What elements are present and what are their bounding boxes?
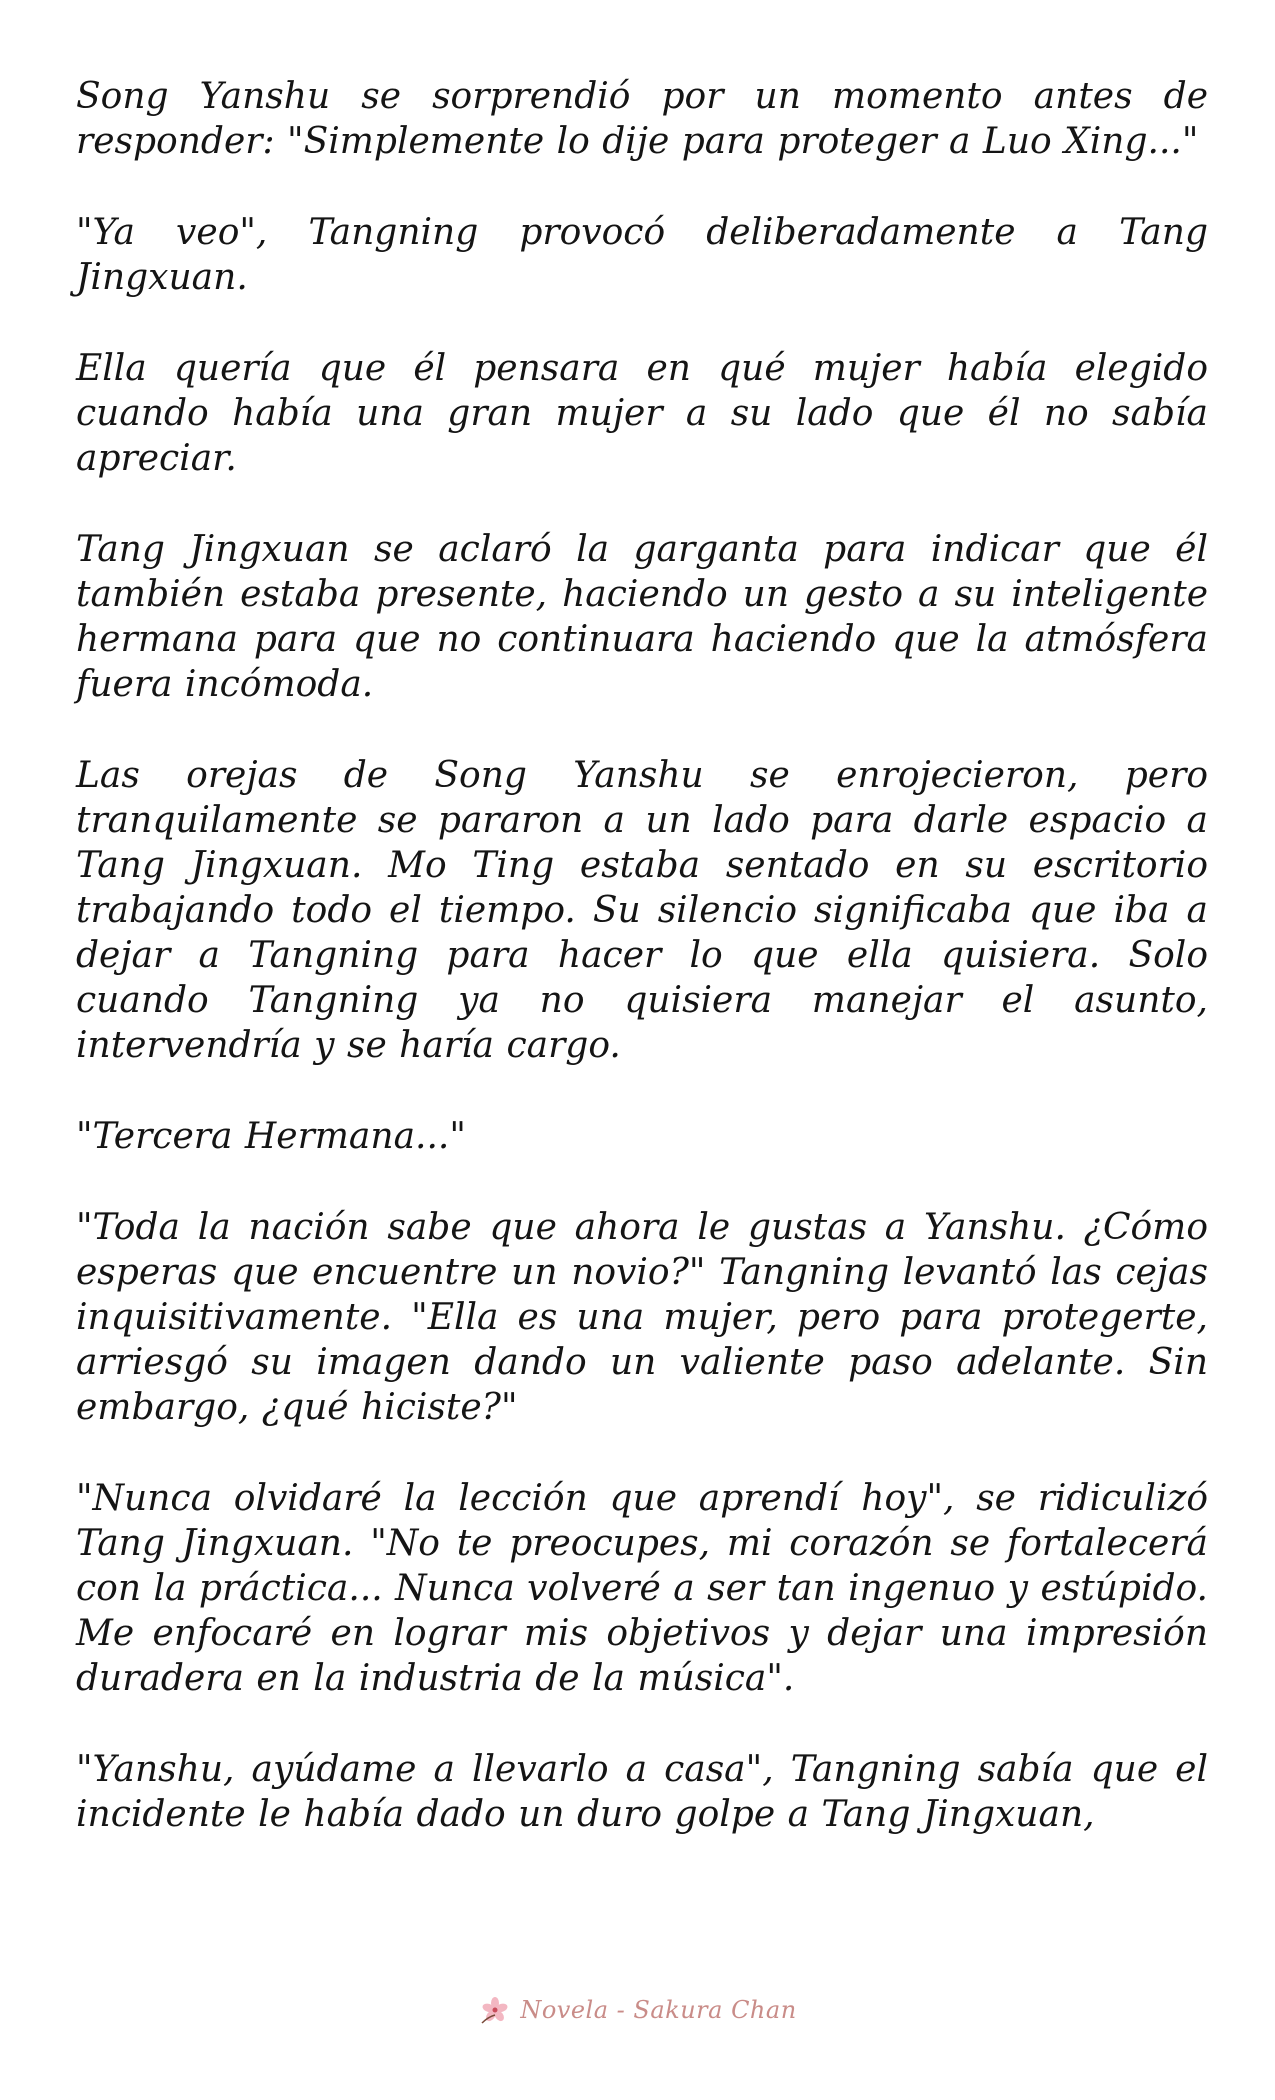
paragraph-8: "Nunca olvidaré la lección que aprendí hoy", se ridiculizó Tang Jingxuan. "No te preocupes, mi corazón se fortalecerá con la práctica... Nunca volveré a ser tan ingenuo y estúpido. Me enfocaré en lograr mis objetivos y dejar una impresión duradera en la industria de la música". [76,1478,1208,1699]
paragraph-9: "Yanshu, ayúdame a llevarlo a casa", Tangning sabía que el incidente le había dado un duro golpe a Tang Jingxuan, [76,1749,1208,1835]
paragraph-1: Song Yanshu se sorprendió por un momento antes de responder: "Simplemente lo dije para proteger a Luo Xing..." [76,76,1208,162]
paragraph-2: "Ya veo", Tangning provocó deliberadamente a Tang Jingxuan. [76,212,1208,298]
watermark-text: Novela - Sakura Chan [520,1996,797,2024]
paragraph-4: Tang Jingxuan se aclaró la garganta para indicar que él también estaba presente, haciendo un gesto a su inteligente hermana para que no continuara haciendo que la atmósfera fuera incómoda. [76,529,1208,705]
paragraph-3: Ella quería que él pensara en qué mujer había elegido cuando había una gran mujer a su lado que él no sabía apreciar. [76,348,1208,479]
sakura-flower-icon [478,1993,512,2027]
watermark-footer [0,1990,1275,2030]
paragraph-6: "Tercera Hermana..." [76,1116,466,1157]
paragraph-7: "Toda la nación sabe que ahora le gustas a Yanshu. ¿Cómo esperas que encuentre un novio?" Tangning levantó las cejas inquisitivamente. "Ella es una mujer, pero para protegerte, arriesgó su imagen dando un valiente paso adelante. Sin embargo, ¿qué hiciste?" [76,1207,1208,1428]
paragraph-5: Las orejas de Song Yanshu se enrojecieron, pero tranquilamente se pararon a un lado para darle espacio a Tang Jingxuan. Mo Ting estaba sentado en su escritorio trabajando todo el tiempo. Su silencio significaba que iba a dejar a Tangning para hacer lo que ella quisiera. Solo cuando Tangning ya no quisiera manejar el asunto, intervendría y se haría cargo. [76,755,1208,1066]
